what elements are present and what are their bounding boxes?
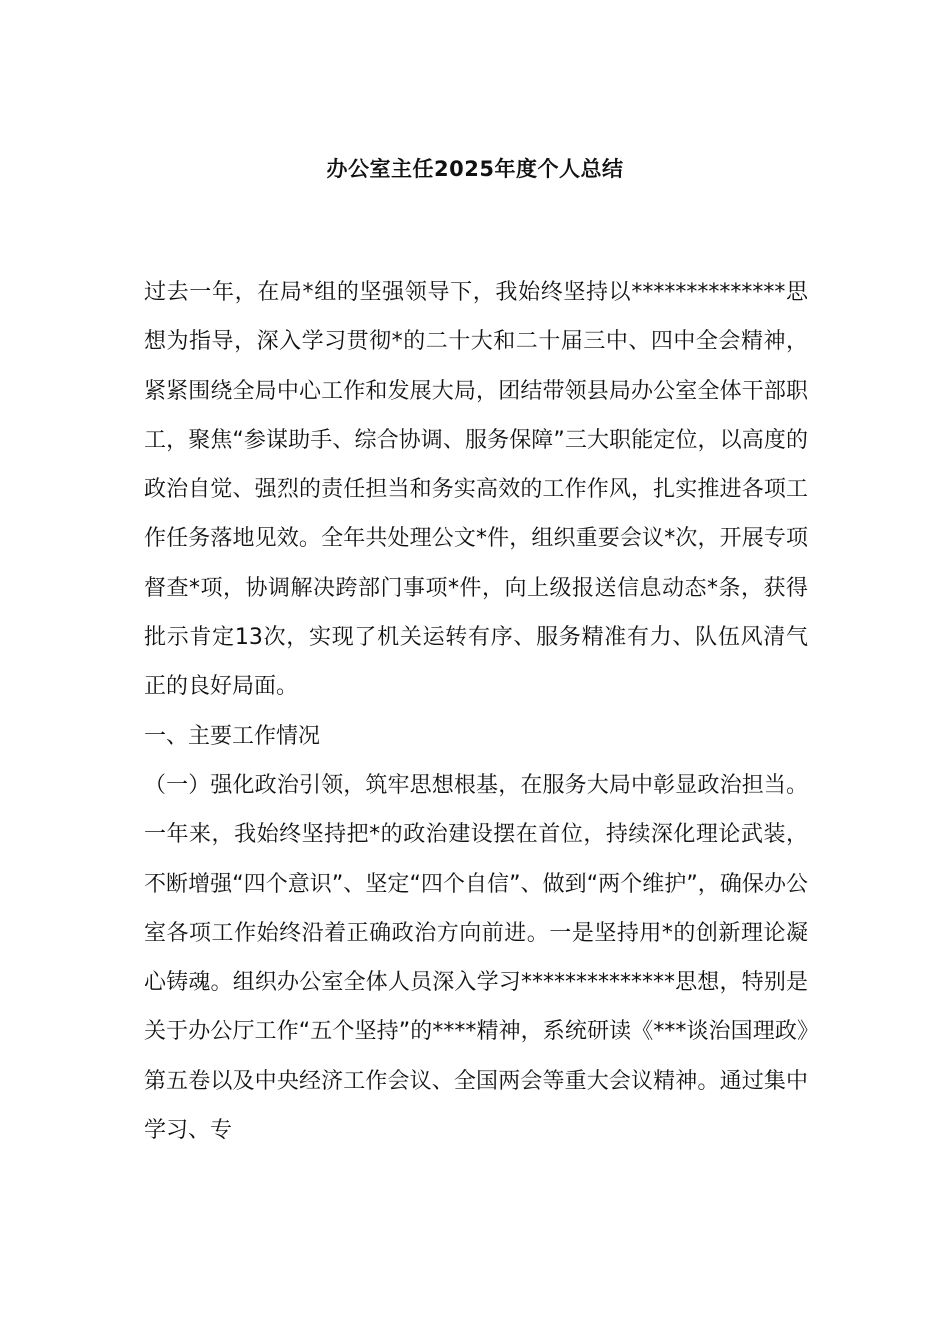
document-title: 办公室主任2025年度个人总结: [326, 157, 624, 181]
intro-paragraph: 过去一年，在局*组的坚强领导下，我始终坚持以**************思想为指导，深入学习贯彻*的二十大和二十届三中、四中全会精神，紧紧围绕全局中心工作和发展大局，团结带领县局办公室全体干部职工，聚焦“参谋助手、综合协调、服务保障”三大职能定位，以高度的政治自觉、强烈的责任担当和务实高效的工作作风，扎实推进各项工作任务落地见效。全年共处理公文*件，组织重要会议*次，开展专项督查*项，协调解决跨部门事项*件，向上级报送信息动态*条，获得批示肯定13次，实现了机关运转有序、服务精准有力、队伍风清气正的良好局面。: [144, 280, 808, 700]
section-heading: 一、主要工作情况: [144, 723, 321, 749]
subsection-paragraph: （一）强化政治引领，筑牢思想根基，在服务大局中彰显政治担当。一年来，我始终坚持把*的政治建设摆在首位，持续深化理论武装，不断增强“四个意识”、坚定“四个自信”、做到“两个维护”，确保办公室各项工作始终沿着正确政治方向前进。一是坚持用*的创新理论凝心铸魂。组织办公室全体人员深入学习**************思想，特别是关于办公厅工作“五个坚持”的****精神，系统研读《***谈治国理政》第五卷以及中央经济工作会议、全国两会等重大会议精神。通过集中学习、专: [144, 772, 809, 1144]
document-body: [144, 268, 808, 1155]
